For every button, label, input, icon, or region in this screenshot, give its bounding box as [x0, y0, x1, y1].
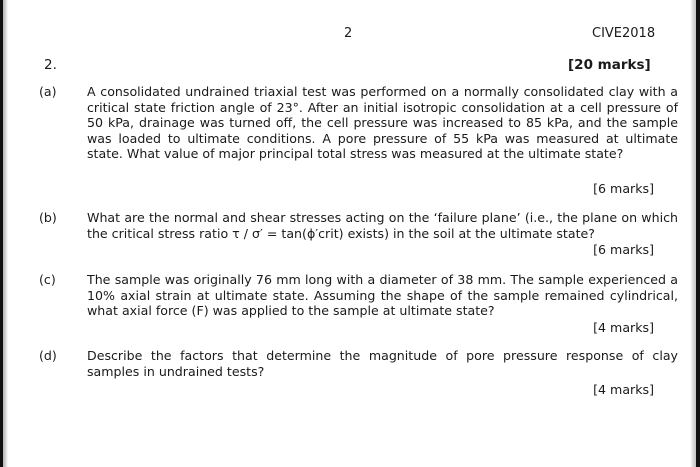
part-b-text: What are the normal and shear stresses acting on the ‘failure plane’ (i.e., the plane on which the critical stress ratio τ / σ′ = tan(ϕ′crit) exists) in the soil at the ultimate state?	[87, 210, 678, 241]
photo-edge-left	[0, 0, 8, 467]
part-d-marks: [4 marks]	[593, 382, 654, 397]
part-a-label: (a)	[39, 84, 57, 99]
total-marks: [20 marks]	[568, 57, 651, 73]
part-c	[39, 272, 678, 319]
page-number: 2	[344, 26, 353, 41]
part-c-marks: [4 marks]	[593, 320, 654, 335]
part-a	[39, 84, 678, 162]
part-a-text: A consolidated undrained triaxial test was performed on a normally consolidated clay with a critical state friction angle of 23°. After an initial isotropic consolidation at a cell pressure of 50 kPa, drainage was turned off, the cell pressure was increased to 85 kPa, and the sample was loaded to ultimate conditions. A pore pressure of 55 kPa was measured at ultimate state. What value of major principal total stress was measured at the ultimate state?	[87, 84, 678, 161]
part-d-text: Describe the factors that determine the magnitude of pore pressure response of clay samples in undrained tests?	[87, 348, 678, 379]
part-b	[39, 210, 678, 241]
part-b-marks: [6 marks]	[593, 242, 654, 257]
part-c-label: (c)	[39, 272, 56, 287]
part-d	[39, 348, 678, 379]
part-b-label: (b)	[39, 210, 57, 225]
part-a-marks: [6 marks]	[593, 181, 654, 196]
part-c-text: The sample was originally 76 mm long with a diameter of 38 mm. The sample experienced a 10% axial strain at ultimate state. Assuming the shape of the sample remained cylindrical, what axial force (F) was applied to the sample at ultimate state?	[87, 272, 678, 318]
photo-edge-right	[690, 0, 700, 467]
part-d-label: (d)	[39, 348, 57, 363]
course-code: CIVE2018	[592, 26, 656, 41]
question-number: 2.	[44, 57, 57, 73]
